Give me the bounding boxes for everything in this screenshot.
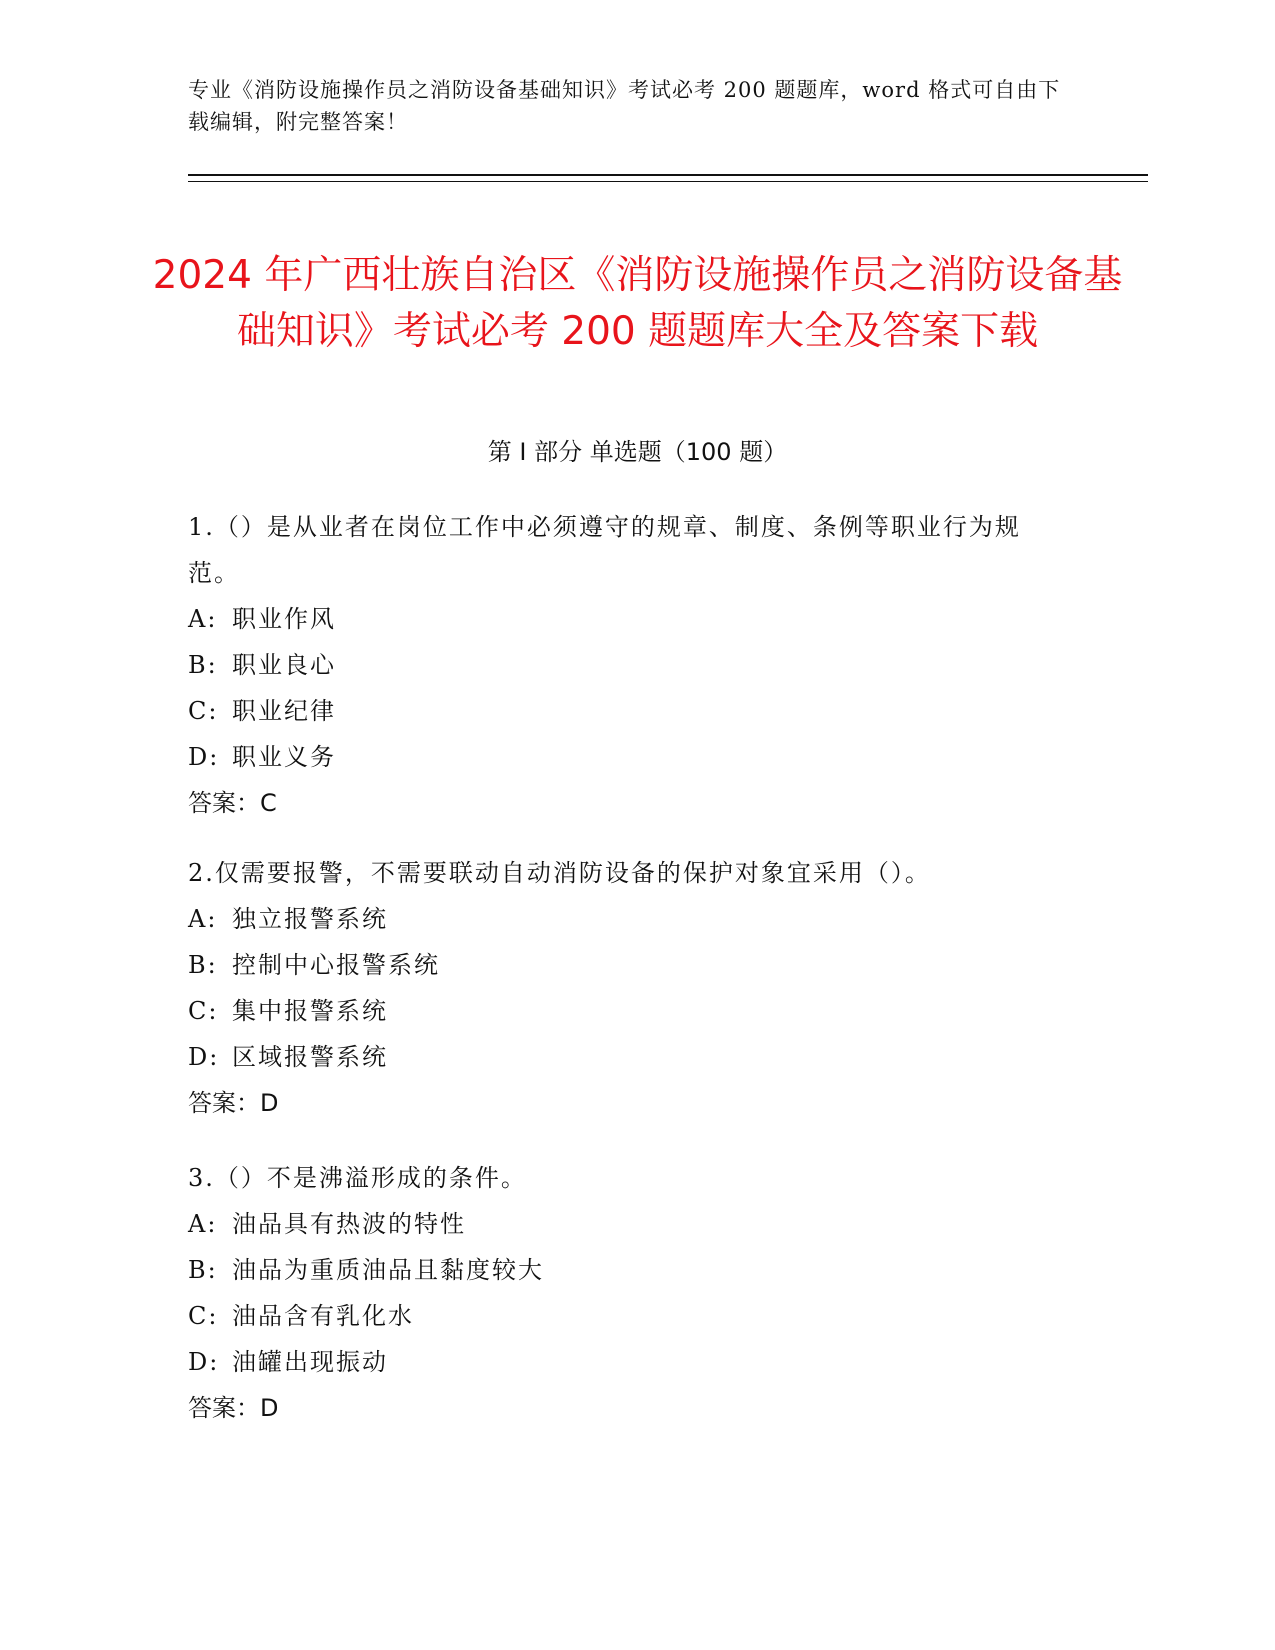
question-2 — [188, 850, 1068, 1126]
question-stem: 1.（）是从业者在岗位工作中必须遵守的规章、制度、条例等职业行为规范。 — [188, 513, 1021, 587]
header-rule-thick — [188, 174, 1148, 176]
header-rule-thin — [188, 181, 1148, 182]
option-letter: A: — [188, 1210, 218, 1238]
answer: 答案：D — [188, 1394, 279, 1422]
option-b — [188, 942, 1068, 988]
question-1 — [188, 504, 1068, 826]
option-text: 油品具有热波的特性 — [232, 1210, 466, 1238]
option-text: 控制中心报警系统 — [232, 951, 440, 979]
document-title: 2024 年广西壮族自治区《消防设施操作员之消防设备基础知识》考试必考 200 题题库大全及答案下载 — [152, 253, 1123, 355]
answer: 答案：C — [188, 789, 277, 817]
option-d — [188, 1339, 1068, 1385]
option-c — [188, 1293, 1068, 1339]
option-letter: C: — [188, 697, 219, 725]
option-letter: B: — [188, 651, 218, 679]
option-text: 油品含有乳化水 — [232, 1302, 414, 1330]
option-letter: C: — [188, 997, 219, 1025]
question-stem: 3.（）不是沸溢形成的条件。 — [188, 1164, 527, 1192]
option-letter: D: — [188, 743, 220, 771]
option-letter: D: — [188, 1348, 220, 1376]
section-heading: 第 I 部分 单选题（100 题） — [487, 438, 788, 466]
option-letter: B: — [188, 951, 218, 979]
option-b — [188, 642, 1068, 688]
option-c — [188, 988, 1068, 1034]
option-a — [188, 596, 1068, 642]
option-text: 独立报警系统 — [232, 905, 388, 933]
header-note: 专业《消防设施操作员之消防设备基础知识》考试必考 200 题题库，word 格式可自由下载编辑，附完整答案！ — [188, 78, 1061, 134]
option-a — [188, 1201, 1068, 1247]
option-letter: A: — [188, 605, 218, 633]
option-d — [188, 734, 1068, 780]
option-letter: A: — [188, 905, 218, 933]
option-text: 职业义务 — [232, 743, 336, 771]
option-c — [188, 688, 1068, 734]
option-text: 区域报警系统 — [232, 1043, 388, 1071]
option-text: 油品为重质油品且黏度较大 — [232, 1256, 544, 1284]
option-text: 集中报警系统 — [232, 997, 388, 1025]
option-b — [188, 1247, 1068, 1293]
option-letter: B: — [188, 1256, 218, 1284]
question-stem: 2.仅需要报警，不需要联动自动消防设备的保护对象宜采用（）。 — [188, 859, 931, 887]
option-a — [188, 896, 1068, 942]
answer: 答案：D — [188, 1089, 279, 1117]
question-3 — [188, 1155, 1068, 1431]
option-letter: C: — [188, 1302, 219, 1330]
option-text: 职业作风 — [232, 605, 336, 633]
option-text: 油罐出现振动 — [232, 1348, 388, 1376]
option-text: 职业纪律 — [232, 697, 336, 725]
option-text: 职业良心 — [232, 651, 336, 679]
option-d — [188, 1034, 1068, 1080]
option-letter: D: — [188, 1043, 220, 1071]
